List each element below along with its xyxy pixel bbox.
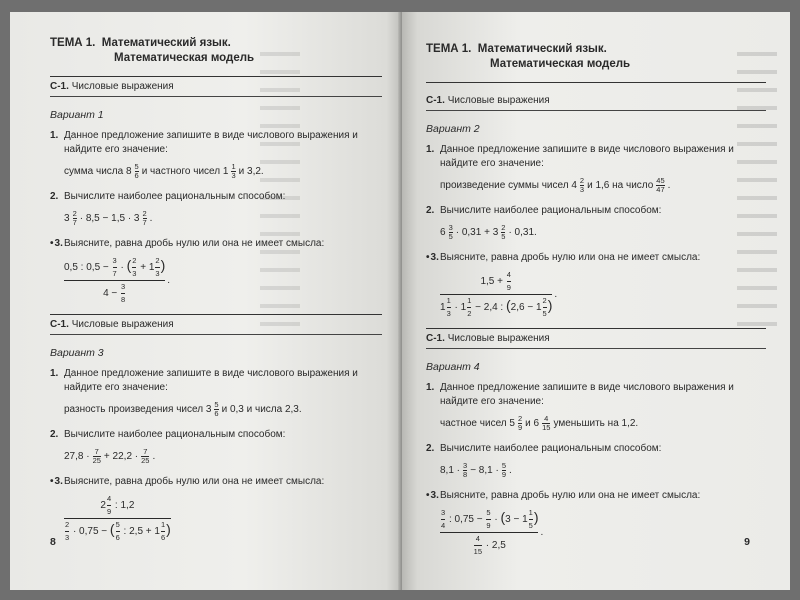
section-header: С-1. Числовые выражения [50, 81, 174, 92]
task-3-expression: 2 $\frac{4}{9}$ : 1,2 $\frac{2}{3}$ · 0,75 − ( $\frac{5}{6}$ : 2,5 + 1 $\frac{1}{6}$ ) [65, 494, 171, 542]
right-page [402, 12, 790, 590]
task-2-expression: 27,8 · 7 25 + 22,2 · 7 25 . [64, 447, 156, 465]
bleed-through [260, 52, 300, 472]
task-3: • 3. Выясните, равна дробь нулю или она не имеет смысла: [426, 251, 766, 265]
divider [50, 96, 382, 97]
task-1: 1. Данное предложение запишите в виде числового выражения и найдите его значение: [426, 144, 734, 169]
divider [426, 110, 766, 111]
task-2: 2. Вычислите наиболее рациональным способом: [426, 443, 662, 454]
page-number: 8 [50, 536, 56, 548]
divider [426, 82, 766, 83]
task-2: 2. Вычислите наиболее рациональным способом: [426, 205, 662, 216]
variant-title: Вариант 3 [50, 347, 104, 359]
divider [50, 314, 382, 315]
task-3-expression: 1,5 + $\frac{4}{9}$ 1 $\frac{1}{3}$ · 1 $\frac{1}{2}$ − 2,4 : (2,6 − 1 $\frac{2}{5}$ ) . [440, 270, 558, 318]
variant-title: Вариант 4 [426, 361, 480, 373]
divider [50, 334, 382, 335]
task-1: 1. Данное предложение запишите в виде числового выражения и найдите его значение: [50, 130, 358, 155]
divider [426, 328, 766, 329]
task-1-expression: сумма числа 8 5 6 и частного чисел 1 1 3 и 3,2. [64, 162, 264, 180]
task-1-expression: частное чисел 5 2 9 и 6 4 15 уменьшить на 1,2. [440, 414, 639, 432]
task-3-expression: 0,5 : 0,5 − $\frac{3}{7}$ · ( $\frac{2}{3}$ + 1 $\frac{2}{3}$ ) 4 − $\frac{3}{8}$ . [64, 256, 171, 304]
task-2-expression: 3 2 7 · 8,5 − 1,5 · 3 2 7 . [64, 209, 153, 227]
task-2-expression: 6 3 5 · 0,31 + 3 2 5 · 0,31. [440, 223, 537, 241]
section-header: С-1. Числовые выражения [426, 333, 550, 344]
task-3: • 3. Выясните, равна дробь нулю или она не имеет смысла: [426, 489, 766, 503]
task-1: 1. Данное предложение запишите в виде числового выражения и найдите его значение: [426, 382, 734, 407]
task-3: • 3. Выясните, равна дробь нулю или она не имеет смысла: [50, 237, 382, 251]
theme-heading: ТЕМА 1. Математический язык. Математическая модель [50, 37, 255, 64]
section-header: С-1. Числовые выражения [426, 95, 550, 106]
bleed-through [737, 52, 777, 472]
theme-heading: ТЕМА 1. Математический язык. Математическая модель [426, 43, 631, 70]
task-1-expression: произведение суммы чисел 4 2 3 и 1,6 на число 45 47 . [440, 176, 671, 194]
task-2: 2. Вычислите наиболее рациональным способом: [50, 191, 286, 202]
left-page [10, 12, 402, 590]
task-1: 1. Данное предложение запишите в виде числового выражения и найдите его значение: [50, 368, 358, 393]
variant-title: Вариант 1 [50, 109, 104, 121]
divider [50, 76, 382, 77]
page-number: 9 [744, 536, 750, 548]
task-2-expression: 8,1 · 3 8 − 8,1 · 5 9 . [440, 461, 512, 479]
divider [426, 348, 766, 349]
open-book [10, 12, 790, 590]
task-1-expression: разность произведения чисел 3 5 6 и 0,3 и числа 2,3. [64, 400, 302, 418]
section-header: С-1. Числовые выражения [50, 319, 174, 330]
task-2: 2. Вычислите наиболее рациональным способом: [50, 429, 286, 440]
task-3: • 3. Выясните, равна дробь нулю или она не имеет смысла: [50, 475, 382, 489]
task-3-expression: $\frac{3}{4}$ : 0,75 − $\frac{5}{9}$ · (3 − 1 $\frac{1}{5}$ ) $\frac{4}{15}$ · 2,5 . [441, 508, 544, 556]
variant-title: Вариант 2 [426, 123, 480, 135]
